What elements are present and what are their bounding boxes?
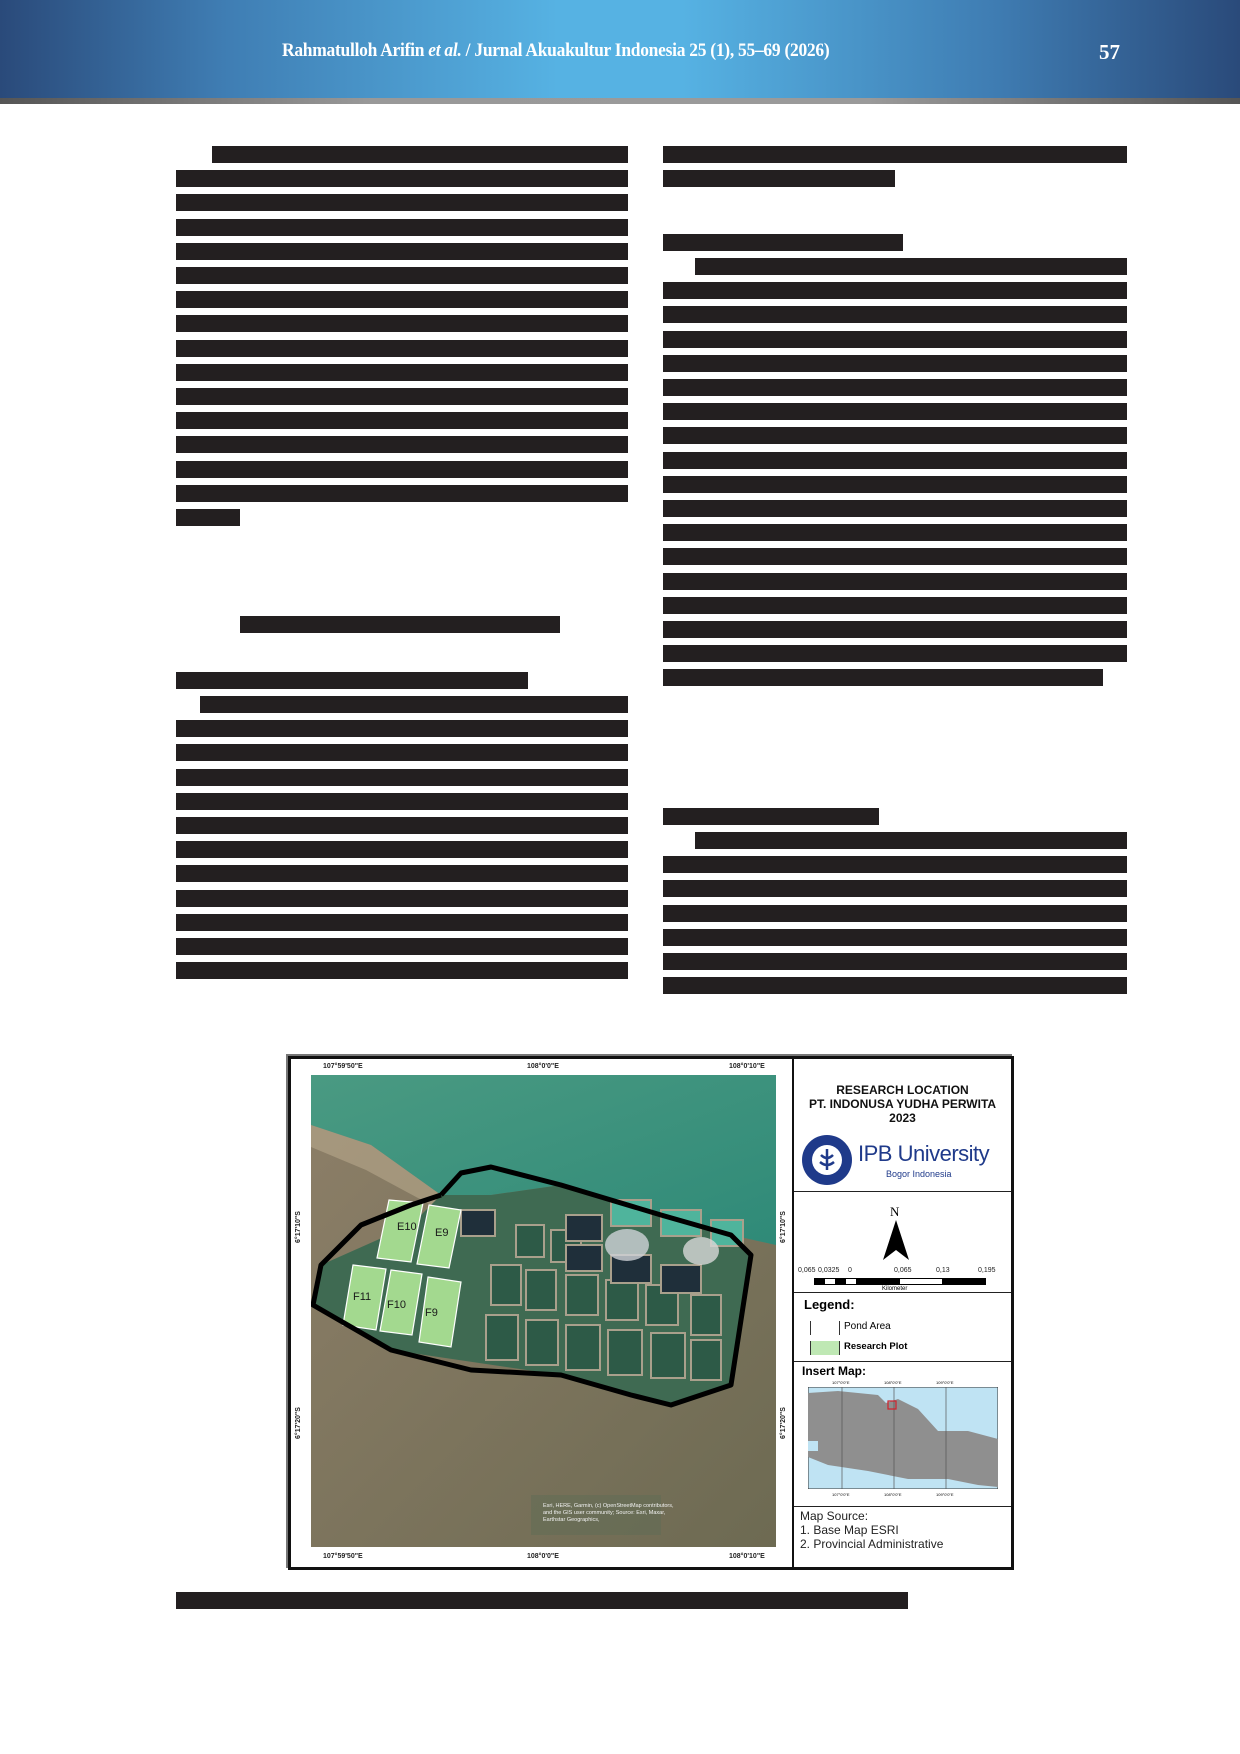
redacted-text-line — [663, 669, 1103, 686]
redacted-text-line — [176, 793, 628, 810]
redacted-subheading — [663, 808, 879, 825]
lat-tick-right-1: 6°17'10"S — [780, 1211, 787, 1243]
insert-lon-tick-bottom-3: 109°0'0"E — [936, 1492, 954, 1497]
redacted-text-line — [176, 769, 628, 786]
lon-tick-1: 107°59'50"E — [323, 1063, 363, 1070]
redacted-text-line — [663, 905, 1127, 922]
redacted-text-line — [176, 890, 628, 907]
insert-lon-tick-bottom-2: 108°0'0"E — [884, 1492, 902, 1497]
insert-map-java — [808, 1387, 998, 1489]
redacted-text-line — [176, 315, 628, 332]
redacted-text-line — [663, 170, 895, 187]
redacted-text-line — [176, 291, 628, 308]
lon-tick-2: 108°0'0"E — [527, 1063, 559, 1070]
legend-swatch-pond — [810, 1321, 840, 1335]
redacted-text-line — [663, 306, 1127, 323]
lat-tick-1: 6°17'10"S — [295, 1211, 302, 1243]
legend-label-pond: Pond Area — [844, 1321, 891, 1332]
redacted-text-line — [212, 146, 628, 163]
redacted-text-line — [695, 258, 1127, 275]
redacted-subheading — [176, 672, 528, 689]
plot-label-f11: F11 — [353, 1291, 372, 1303]
scale-bar — [814, 1278, 986, 1285]
north-label: N — [890, 1204, 900, 1219]
map-title-line3: 2023 — [889, 1111, 916, 1125]
redacted-text-line — [176, 865, 628, 882]
redacted-text-line — [663, 403, 1127, 420]
redacted-text-line — [695, 832, 1127, 849]
map-title-line2: PT. INDONUSA YUDHA PERWITA — [808, 1097, 997, 1111]
redacted-text-line — [663, 880, 1127, 897]
redacted-text-line — [663, 977, 1127, 994]
map-source-block — [800, 1509, 943, 1551]
map-title-line1: RESEARCH LOCATION — [836, 1083, 969, 1097]
redacted-text-line — [176, 267, 628, 284]
plot-label-f10: F10 — [387, 1299, 406, 1311]
redacted-text-line — [663, 500, 1127, 517]
left-column — [176, 0, 632, 1040]
redacted-text-line — [176, 938, 628, 955]
map-source-1: 1. Base Map ESRI — [800, 1523, 899, 1537]
ipb-logo-subtitle: Bogor Indonesia — [886, 1169, 952, 1179]
plot-label-f9: F9 — [425, 1307, 438, 1319]
legend-title-block — [794, 1059, 1011, 1192]
redacted-text-line — [176, 817, 628, 834]
running-title-et-al: et al. — [428, 40, 462, 61]
ipb-logo-name: IPB University — [858, 1141, 990, 1166]
plot-label-e9: E9 — [435, 1227, 449, 1239]
insert-lon-tick-bottom-1: 107°0'0"E — [832, 1492, 850, 1497]
scale-unit: Kilometer — [882, 1286, 908, 1292]
redacted-text-line — [176, 509, 240, 526]
redacted-text-line — [663, 331, 1127, 348]
redacted-text-line — [176, 170, 628, 187]
redacted-section-heading — [240, 616, 560, 633]
scale-label-4: 0,13 — [936, 1267, 950, 1274]
redacted-text-line — [663, 621, 1127, 638]
insert-map-block — [794, 1362, 1011, 1507]
north-arrow-icon — [883, 1220, 909, 1260]
satellite-map-graphic — [311, 1075, 776, 1547]
redacted-text-line — [176, 914, 628, 931]
redacted-text-line — [663, 645, 1127, 662]
lon-tick-bottom-3: 108°0'10"E — [729, 1553, 765, 1560]
lon-tick-3: 108°0'10"E — [729, 1063, 765, 1070]
lon-tick-bottom-1: 107°59'50"E — [323, 1553, 363, 1560]
redacted-text-line — [663, 452, 1127, 469]
legend-block — [794, 1293, 1011, 1362]
map-attribution: Esri, HERE, Garmin, (c) OpenStreetMap contributors, and the GIS user community; Source: Esri, Maxar, Earthstar Geographics, — [543, 1503, 674, 1523]
north-scale-block — [794, 1192, 1011, 1293]
insert-lon-tick-3: 109°0'0"E — [936, 1380, 954, 1385]
map-source-2: 2. Provincial Administrative — [800, 1537, 944, 1551]
figure-caption — [176, 1592, 916, 1612]
redacted-text-line — [663, 597, 1127, 614]
redacted-text-line — [176, 720, 628, 737]
scale-label-3: 0,065 — [894, 1267, 912, 1274]
scale-label-1: 0,0325 — [818, 1267, 840, 1274]
redacted-text-line — [663, 548, 1127, 565]
legend-swatch-research-plot — [810, 1341, 840, 1355]
scale-label-5: 0,195 — [978, 1267, 996, 1274]
insert-lon-tick-1: 107°0'0"E — [832, 1380, 850, 1385]
insert-lon-tick-2: 108°0'0"E — [884, 1380, 902, 1385]
lat-tick-2: 6°17'20"S — [295, 1407, 302, 1439]
legend-label-research-plot: Research Plot — [844, 1341, 908, 1352]
redacted-text-line — [663, 379, 1127, 396]
map-legend-panel — [792, 1056, 1014, 1570]
redacted-text-line — [663, 856, 1127, 873]
redacted-text-line — [176, 744, 628, 761]
running-title-journal: / Jurnal Akuakultur Indonesia 25 (1), 55–69 (2026) — [465, 40, 830, 61]
plot-label-e10: E10 — [397, 1221, 417, 1233]
redacted-text-line — [176, 388, 628, 405]
redacted-text-line — [176, 962, 628, 979]
redacted-text-line — [663, 953, 1127, 970]
insert-map-title: Insert Map: — [802, 1364, 867, 1378]
redacted-text-line — [663, 282, 1127, 299]
redacted-text-line — [200, 696, 628, 713]
lon-tick-bottom-2: 108°0'0"E — [527, 1553, 559, 1560]
lat-tick-right-2: 6°17'20"S — [780, 1407, 787, 1439]
satellite-map — [311, 1075, 776, 1547]
scale-label-2: 0 — [848, 1267, 852, 1274]
redacted-text-line — [176, 340, 628, 357]
redacted-text-line — [176, 485, 628, 502]
redacted-text-line — [176, 461, 628, 478]
redacted-text-line — [663, 524, 1127, 541]
running-title-authors: Rahmatulloh Arifin — [282, 40, 425, 61]
map-panel — [288, 1056, 795, 1570]
redacted-subheading — [663, 234, 903, 251]
redacted-text-line — [663, 355, 1127, 372]
redacted-text-line — [176, 219, 628, 236]
map-source-title: Map Source: — [800, 1509, 869, 1523]
redacted-text-line — [176, 243, 628, 260]
redacted-text-line — [663, 427, 1127, 444]
scale-label-0: 0,065 — [798, 1267, 816, 1274]
redacted-text-line — [176, 436, 628, 453]
legend-title: Legend: — [804, 1297, 855, 1312]
redacted-text-line — [663, 146, 1127, 163]
ipb-logo-icon — [802, 1135, 852, 1185]
redacted-text-line — [176, 364, 628, 381]
redacted-text-line — [176, 412, 628, 429]
redacted-text-line — [663, 476, 1127, 493]
redacted-text-line — [176, 194, 628, 211]
redacted-text-line — [663, 929, 1127, 946]
page-number: 57 — [1099, 40, 1120, 64]
redacted-caption-line — [176, 1592, 908, 1609]
redacted-text-line — [176, 841, 628, 858]
right-column — [663, 0, 1131, 1040]
redacted-text-line — [663, 573, 1127, 590]
